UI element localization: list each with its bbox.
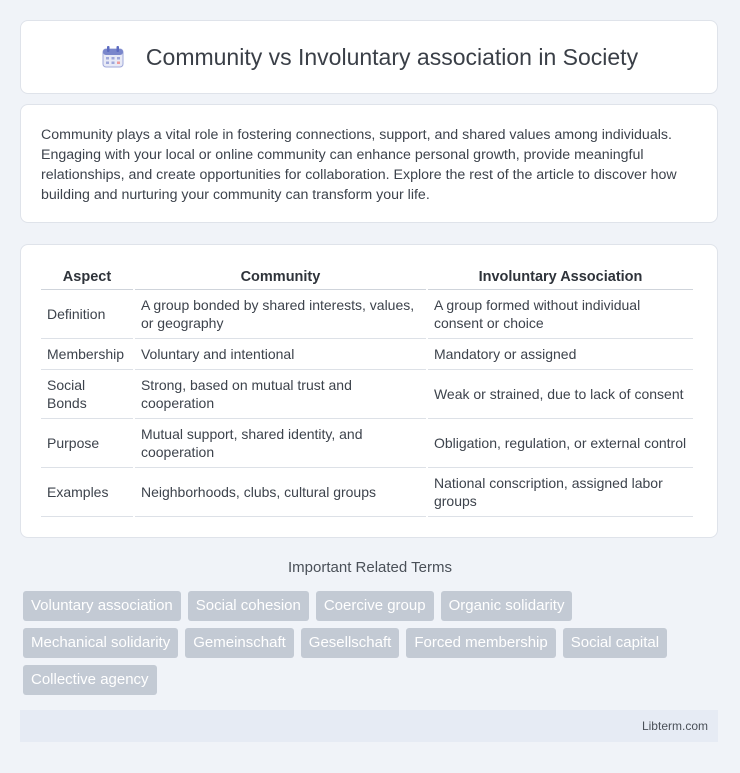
row-involuntary: National conscription, assigned labor groups bbox=[428, 468, 693, 517]
related-terms-list bbox=[23, 591, 723, 702]
tag-mechanical-solidarity[interactable]: Mechanical solidarity bbox=[23, 628, 178, 658]
row-community: Strong, based on mutual trust and cooperation bbox=[135, 370, 426, 419]
row-aspect: Social Bonds bbox=[41, 370, 133, 419]
tag-organic-solidarity[interactable]: Organic solidarity bbox=[441, 591, 573, 621]
table-row bbox=[41, 339, 693, 370]
row-community: A group bonded by shared interests, values, or geography bbox=[135, 290, 426, 339]
tag-collective-agency[interactable]: Collective agency bbox=[23, 665, 157, 695]
related-terms-title: Important Related Terms bbox=[288, 559, 452, 576]
row-community: Mutual support, shared identity, and cooperation bbox=[135, 419, 426, 468]
table-row bbox=[41, 290, 693, 339]
footer bbox=[20, 710, 718, 742]
table-row bbox=[41, 370, 693, 419]
row-involuntary: Mandatory or assigned bbox=[428, 339, 693, 370]
intro-text: Community plays a vital role in fostering connections, support, and shared values among individuals. Engaging with your local or online community can enhance personal growth, provide meaningful relationships, and create opportunities for collaboration. Explore the rest of the article to discover how building and nurturing your community can transform your life. bbox=[41, 127, 677, 203]
header-involuntary-association: Involuntary Association bbox=[428, 265, 693, 290]
footer-site-link[interactable]: Libterm.com bbox=[641, 719, 708, 733]
comparison-table bbox=[39, 265, 695, 517]
row-aspect: Examples bbox=[41, 468, 133, 517]
table-header-row bbox=[41, 265, 693, 290]
tag-gemeinschaft[interactable]: Gemeinschaft bbox=[185, 628, 294, 658]
row-aspect: Purpose bbox=[41, 419, 133, 468]
title-card bbox=[20, 20, 718, 94]
tag-forced-membership[interactable]: Forced membership bbox=[406, 628, 555, 658]
header-aspect: Aspect bbox=[41, 265, 133, 290]
row-community: Neighborhoods, clubs, cultural groups bbox=[135, 468, 426, 517]
tag-gesellschaft[interactable]: Gesellschaft bbox=[301, 628, 400, 658]
row-involuntary: Weak or strained, due to lack of consent bbox=[428, 370, 693, 419]
tag-social-capital[interactable]: Social capital bbox=[563, 628, 667, 658]
tag-coercive-group[interactable]: Coercive group bbox=[316, 591, 434, 621]
row-involuntary: Obligation, regulation, or external control bbox=[428, 419, 693, 468]
table-row bbox=[41, 419, 693, 468]
header-community: Community bbox=[135, 265, 426, 290]
intro-card bbox=[20, 104, 718, 223]
page-title: Community vs Involuntary association in Society bbox=[145, 43, 639, 70]
calendar-icon bbox=[100, 44, 126, 70]
tag-social-cohesion[interactable]: Social cohesion bbox=[188, 591, 309, 621]
tag-voluntary-association[interactable]: Voluntary association bbox=[23, 591, 181, 621]
table-row bbox=[41, 468, 693, 517]
comparison-table-card bbox=[20, 244, 718, 538]
row-community: Voluntary and intentional bbox=[135, 339, 426, 370]
row-aspect: Definition bbox=[41, 290, 133, 339]
row-aspect: Membership bbox=[41, 339, 133, 370]
row-involuntary: A group formed without individual consent or choice bbox=[428, 290, 693, 339]
